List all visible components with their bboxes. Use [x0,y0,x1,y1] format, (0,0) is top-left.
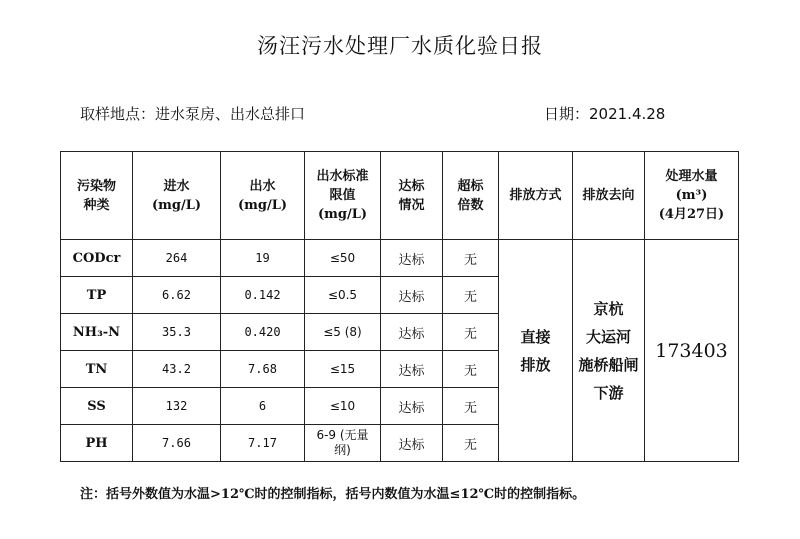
cell-outflow: 0.142 [221,277,305,314]
header-inflow: 进水 (mg/L) [133,152,221,240]
cell-outflow: 6 [221,388,305,425]
report-title: 汤汪污水处理厂水质化验日报 [257,34,543,58]
cell-status: 达标 [381,314,443,351]
cell-outflow: 7.17 [221,425,305,462]
cell-treatment-volume: 173403 [645,240,739,462]
cell-exceed: 无 [443,277,499,314]
cell-exceed: 无 [443,314,499,351]
cell-status: 达标 [381,425,443,462]
water-quality-table [60,151,739,462]
cell-discharge-method: 直接 排放 [499,240,573,462]
cell-pollutant: TP [61,277,133,314]
header-discharge-destination: 排放去向 [573,152,645,240]
cell-outflow: 0.420 [221,314,305,351]
cell-limit: ≤15 [305,351,381,388]
cell-pollutant: TN [61,351,133,388]
header-outflow: 出水 (mg/L) [221,152,305,240]
cell-inflow: 132 [133,388,221,425]
cell-inflow: 43.2 [133,351,221,388]
cell-status: 达标 [381,240,443,277]
header-status: 达标 情况 [381,152,443,240]
cell-pollutant: NH₃-N [61,314,133,351]
cell-exceed: 无 [443,388,499,425]
cell-limit: 6-9 (无量 纲) [305,425,381,462]
cell-exceed: 无 [443,351,499,388]
cell-status: 达标 [381,277,443,314]
cell-inflow: 6.62 [133,277,221,314]
report-date: 日期：2021.4.28 [544,105,666,123]
header-exceed: 超标 倍数 [443,152,499,240]
cell-exceed: 无 [443,240,499,277]
cell-inflow: 7.66 [133,425,221,462]
header-pollutant: 污染物 种类 [61,152,133,240]
cell-limit: ≤0.5 [305,277,381,314]
cell-outflow: 19 [221,240,305,277]
table-row [61,240,739,277]
footnote: 注：括号外数值为水温>12℃时的控制指标，括号内数值为水温≤12℃时的控制指标。 [80,487,586,502]
cell-pollutant: CODcr [61,240,133,277]
header-limit: 出水标准 限值 (mg/L) [305,152,381,240]
table-header-row [61,152,739,240]
cell-status: 达标 [381,388,443,425]
cell-pollutant: SS [61,388,133,425]
cell-discharge-destination: 京杭 大运河 施桥船闸 下游 [573,240,645,462]
cell-exceed: 无 [443,425,499,462]
cell-outflow: 7.68 [221,351,305,388]
cell-limit: ≤50 [305,240,381,277]
cell-inflow: 35.3 [133,314,221,351]
cell-status: 达标 [381,351,443,388]
cell-limit: ≤5 (8) [305,314,381,351]
cell-limit: ≤10 [305,388,381,425]
header-discharge-method: 排放方式 [499,152,573,240]
cell-inflow: 264 [133,240,221,277]
cell-pollutant: PH [61,425,133,462]
header-treatment-volume: 处理水量 (m³) (4月27日) [645,152,739,240]
sampling-location: 取样地点：进水泵房、出水总排口 [80,105,306,123]
